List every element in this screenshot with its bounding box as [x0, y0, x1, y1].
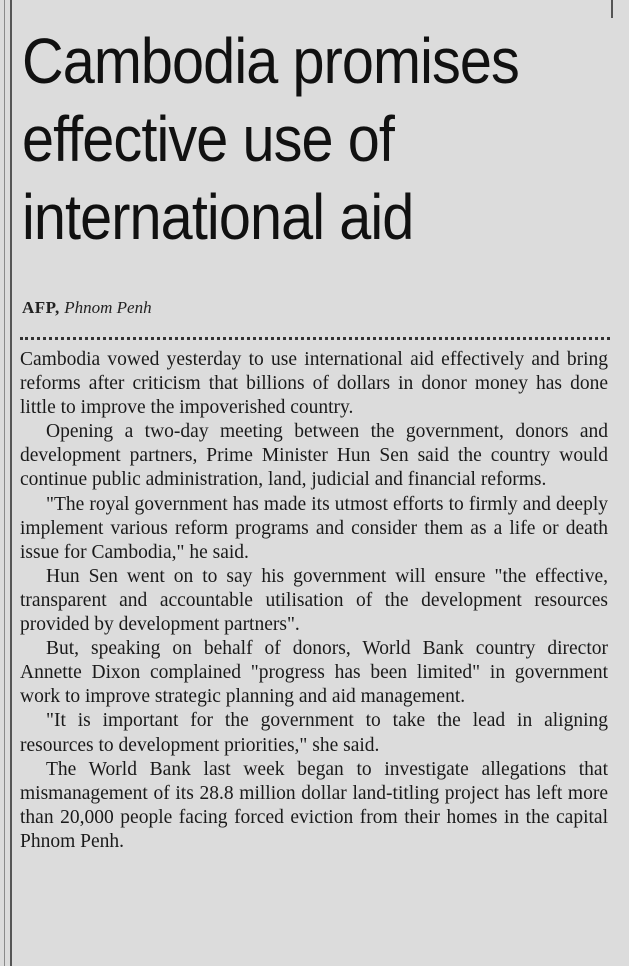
byline — [22, 297, 152, 318]
paragraph: But, speaking on behalf of donors, World Bank country director Annette Dixon complained "progress has been limited" in government work to improve strategic planning and aid management. — [20, 638, 608, 708]
paragraph: The World Bank last week began to investigate allegations that mismanagement of its 28.8 million dollar land-titling project has left more than 20,000 people facing forced eviction from their homes in the capital Phnom Penh. — [20, 758, 608, 852]
dotted-separator — [20, 337, 610, 340]
byline-place: Phnom Penh — [64, 298, 152, 317]
paragraph: "It is important for the government to take the lead in aligning resources to development priorities," she said. — [20, 710, 608, 756]
headline: Cambodia promises effective use of international aid — [22, 25, 519, 253]
paragraph: Opening a two-day meeting between the government, donors and development partners, Prime Minister Hun Sen said the country would continue public administration, land, judicial and financial reforms. — [20, 421, 608, 491]
paragraph: "The royal government has made its utmost efforts to firmly and deeply implement various reform programs and consider them as a life or death issue for Cambodia," he said. — [20, 493, 608, 563]
article-body — [20, 348, 608, 854]
column-rule-outer — [4, 0, 5, 966]
column-rule-right — [611, 0, 613, 18]
column-rule — [10, 0, 12, 966]
byline-agency: AFP, — [22, 298, 60, 317]
paragraph: Cambodia vowed yesterday to use international aid effectively and bring reforms after criticism that billions of dollars in donor money has done little to improve the impoverished country. — [20, 349, 608, 419]
paragraph: Hun Sen went on to say his government will ensure "the effective, transparent and accountable utilisation of the development resources provided by development partners". — [20, 565, 608, 636]
